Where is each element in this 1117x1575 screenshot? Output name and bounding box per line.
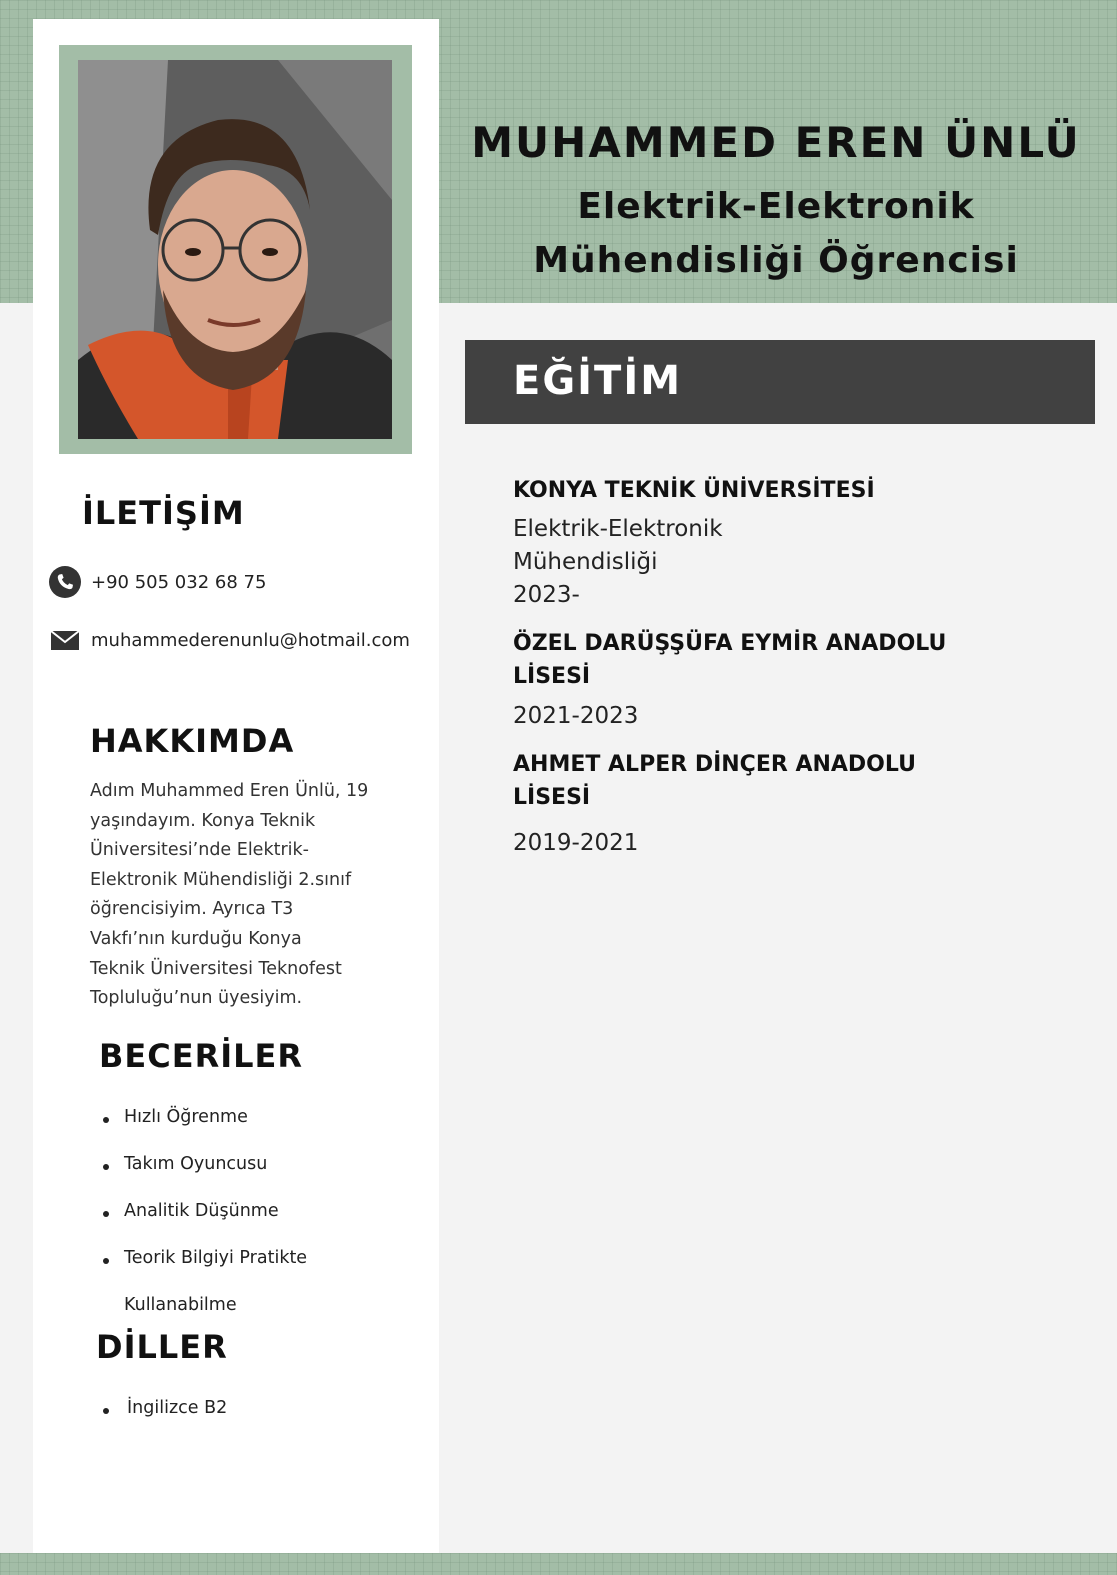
skills-list (89, 1107, 419, 1335)
skills-title: BECERİLER (99, 1037, 304, 1075)
list-item: Hızlı Öğrenme (89, 1107, 419, 1154)
education-details: Elektrik-Elektronik Mühendisliği 2023- (513, 516, 723, 608)
role-line: Mühendisliği Öğrencisi (533, 240, 1019, 281)
candidate-role (466, 180, 1086, 288)
list-item: Teorik Bilgiyi Pratikte (89, 1248, 419, 1295)
list-item: Takım Oyuncusu (89, 1154, 419, 1201)
list-item: Analitik Düşünme (89, 1201, 419, 1248)
about-line: Topluluğu’nun üyesiyim. (90, 988, 303, 1009)
bullet-icon (103, 1164, 109, 1170)
email-address: muhammederenunlu@hotmail.com (91, 629, 410, 651)
profile-photo (78, 60, 392, 439)
about-line: yaşındayım. Konya Teknik (90, 810, 316, 831)
school-name: AHMET ALPER DİNÇER ANADOLU LİSESİ (513, 752, 916, 810)
languages-title: DİLLER (96, 1328, 228, 1366)
about-line: öğrencisiyim. Ayrıca T3 (90, 899, 294, 920)
candidate-name: MUHAMMED EREN ÜNLÜ (471, 118, 1081, 167)
about-title: HAKKIMDA (90, 722, 295, 760)
education-header-bar (465, 340, 1095, 424)
education-details: 2021-2023 (513, 703, 639, 729)
about-line: Elektronik Mühendisliği 2.sınıf (90, 869, 352, 890)
contact-email[interactable] (49, 624, 410, 656)
about-line: Üniversitesi’nde Elektrik- (90, 840, 309, 861)
school-name: ÖZEL DARÜŞŞÜFA EYMİR ANADOLU LİSESİ (513, 631, 947, 689)
about-line: Adım Muhammed Eren Ünlü, 19 (90, 781, 369, 801)
about-line: Teknik Üniversitesi Teknofest (90, 958, 342, 979)
contact-phone[interactable] (49, 566, 266, 598)
education-details: 2019-2021 (513, 830, 639, 856)
list-item: İngilizce B2 (89, 1398, 419, 1418)
phone-number: +90 505 032 68 75 (91, 571, 267, 593)
photo-frame (59, 45, 412, 454)
school-name: KONYA TEKNİK ÜNİVERSİTESİ (513, 478, 875, 503)
bullet-icon (103, 1117, 109, 1123)
languages-list (89, 1398, 419, 1418)
bullet-icon (103, 1408, 109, 1414)
role-line: Elektrik-Elektronik (577, 186, 975, 227)
bullet-icon (103, 1258, 109, 1264)
footer-band (0, 1553, 1117, 1575)
bullet-icon (103, 1211, 109, 1217)
sidebar (33, 19, 439, 1553)
education-title: EĞİTİM (513, 358, 683, 404)
contact-title: İLETİŞİM (82, 494, 245, 532)
list-item-continuation: Kullanabilme (124, 1295, 237, 1315)
phone-icon (49, 566, 81, 598)
about-text (90, 777, 420, 1014)
profile-photo-illustration (78, 60, 392, 439)
about-line: Vakfı’nın kurduğu Konya (90, 928, 302, 949)
envelope-icon (49, 624, 81, 656)
